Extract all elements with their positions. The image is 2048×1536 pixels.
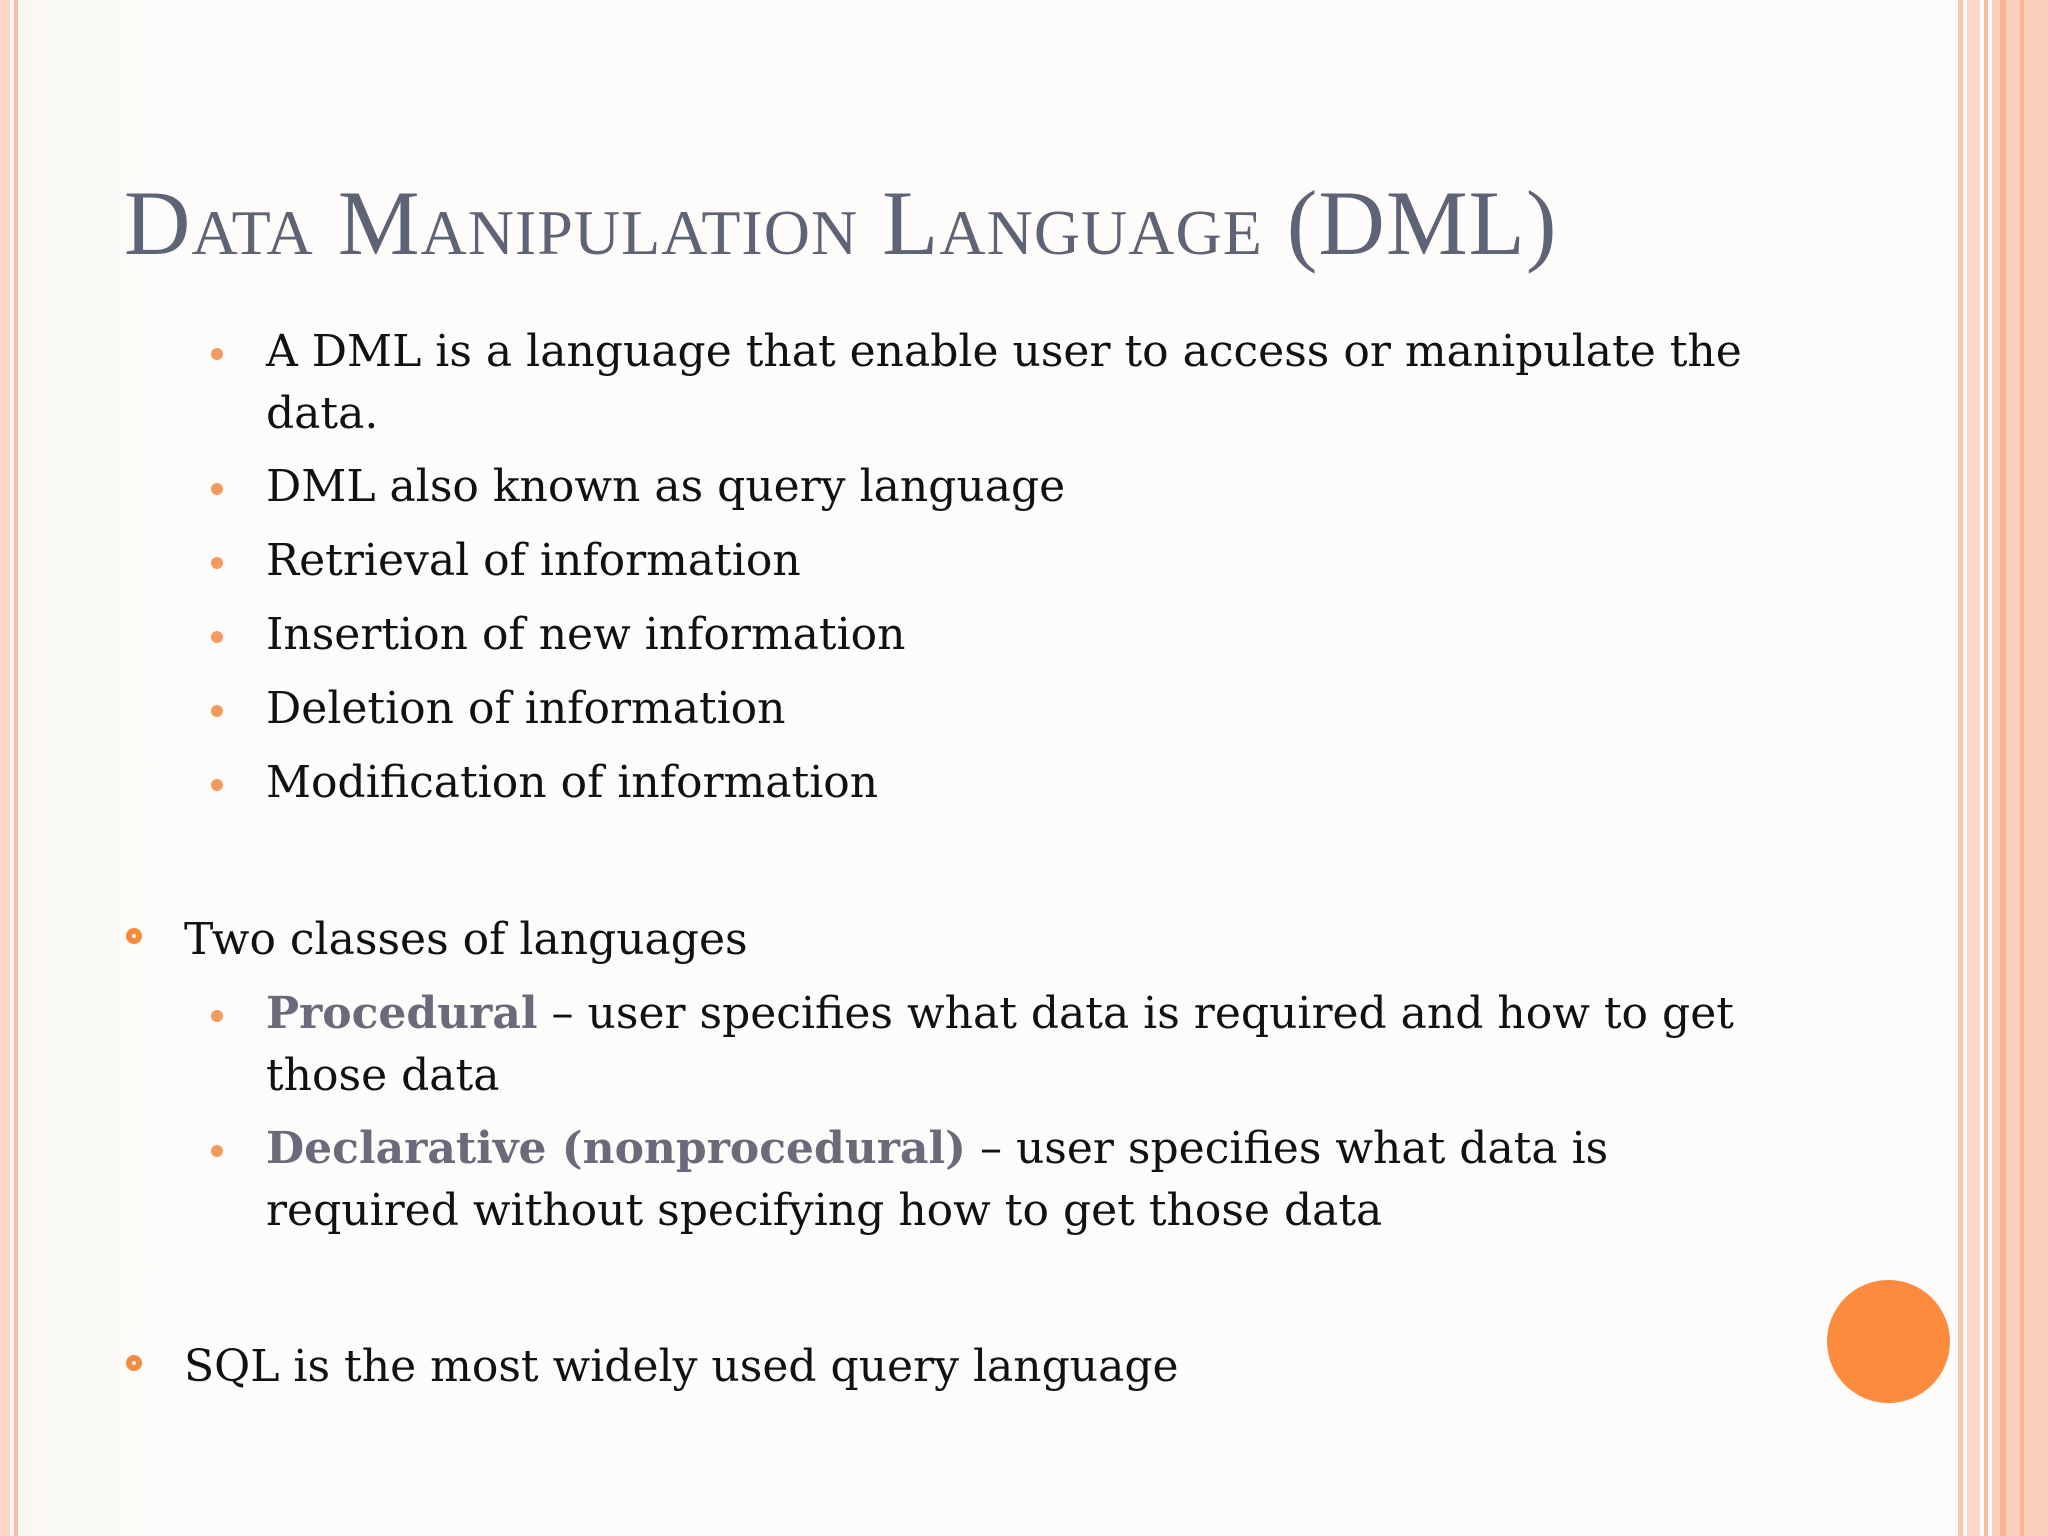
bullet-item bbox=[266, 604, 1766, 666]
bullet-text: Modification of information bbox=[266, 757, 879, 808]
right-border-line bbox=[2000, 0, 2006, 1536]
bullet-item bbox=[266, 321, 1766, 445]
bullet-item bbox=[266, 983, 1766, 1107]
bullet-dot-icon bbox=[211, 1010, 223, 1022]
bullet-item bbox=[266, 678, 1766, 740]
term-description: – user specifies what data is required and how to get those data bbox=[266, 988, 1734, 1101]
bullet-item bbox=[266, 530, 1766, 592]
bullet-text: Retrieval of information bbox=[266, 535, 801, 586]
section-item bbox=[184, 909, 1784, 971]
ring-bullet-icon bbox=[126, 1355, 142, 1371]
ring-bullet-icon bbox=[126, 928, 142, 944]
bullet-dot-icon bbox=[211, 348, 223, 360]
term-description: – user specifies what data is required without specifying how to get those data bbox=[266, 1123, 1609, 1236]
section-item bbox=[184, 1336, 1784, 1398]
bullet-item bbox=[266, 1118, 1766, 1242]
section-heading: Two classes of languages bbox=[184, 914, 748, 965]
bullet-text: A DML is a language that enable user to access or manipulate the data. bbox=[266, 326, 1742, 439]
slide-title: Data Manipulation Language (DML) bbox=[124, 172, 1558, 274]
left-border-line bbox=[14, 0, 18, 1536]
bullet-dot-icon bbox=[211, 705, 223, 717]
right-border-stripe bbox=[1967, 0, 1980, 1536]
bullet-text: DML also known as query language bbox=[266, 461, 1066, 512]
term-procedural: Procedural bbox=[266, 988, 538, 1039]
bullet-text: Insertion of new information bbox=[266, 609, 906, 660]
bullet-text: Deletion of information bbox=[266, 683, 786, 734]
right-border-line bbox=[1984, 0, 1988, 1536]
sql-note: SQL is the most widely used query language bbox=[184, 1341, 1179, 1392]
bullet-dot-icon bbox=[211, 631, 223, 643]
bullet-dot-icon bbox=[211, 483, 223, 495]
bullet-dot-icon bbox=[211, 1145, 223, 1157]
right-border-line bbox=[1958, 0, 1963, 1536]
bullet-item bbox=[266, 752, 1766, 814]
left-border-stripe bbox=[0, 0, 10, 1536]
decorative-orange-circle bbox=[1827, 1280, 1950, 1403]
term-declarative: Declarative (nonprocedural) bbox=[266, 1123, 966, 1174]
right-border-line bbox=[2020, 0, 2024, 1536]
bullet-item bbox=[266, 456, 1766, 518]
bullet-dot-icon bbox=[211, 557, 223, 569]
bullet-dot-icon bbox=[211, 779, 223, 791]
